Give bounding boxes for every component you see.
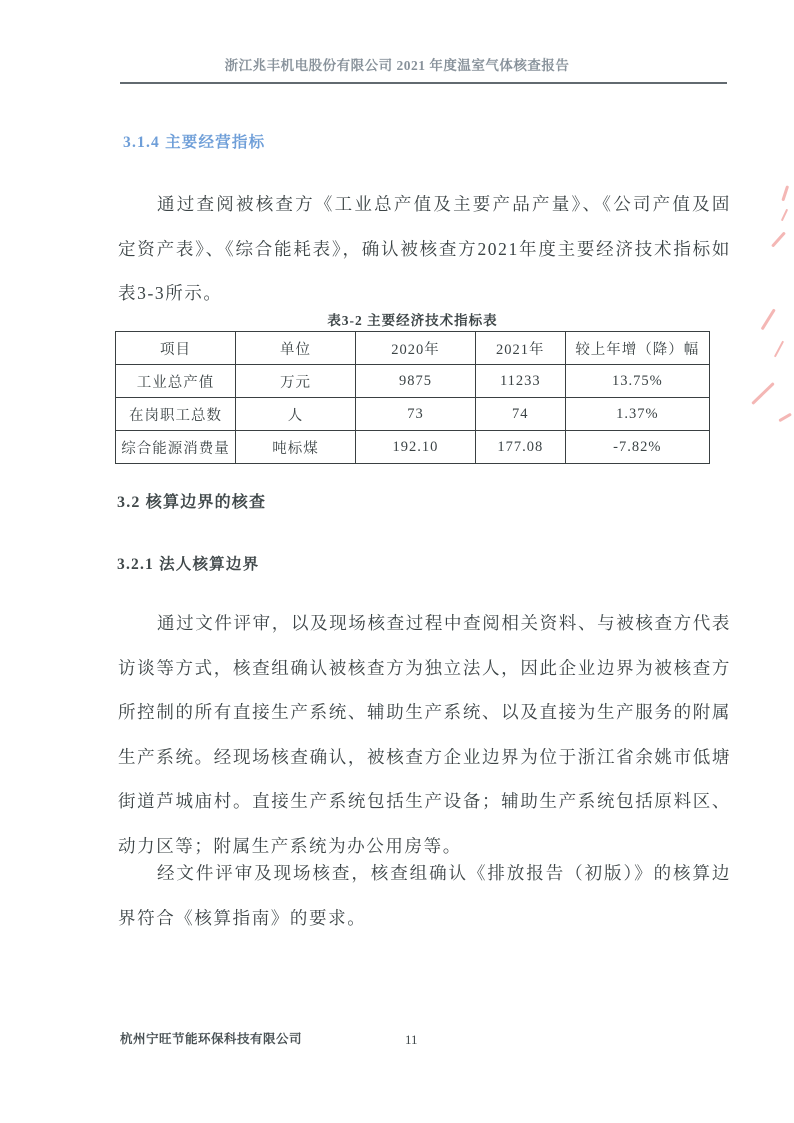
red-stamp-mark-icon bbox=[778, 413, 791, 422]
red-stamp-mark-icon bbox=[751, 382, 775, 405]
red-stamp-mark-icon bbox=[781, 209, 788, 222]
section-heading-3-2-1: 3.2.1 法人核算边界 bbox=[117, 556, 260, 573]
table-header-cell: 2021年 bbox=[475, 332, 565, 365]
table-row bbox=[116, 365, 710, 398]
paragraph-economic-indicators: 通过查阅被核查方《工业总产值及主要产品产量》、《公司产值及固定资产表》、《综合能耗表》，确认被核查方2021年度主要经济技术指标如表3-3所示。 bbox=[118, 194, 731, 303]
table-header-cell: 较上年增（降）幅 bbox=[565, 332, 709, 365]
table-header-row bbox=[116, 332, 710, 365]
table-cell: -7.82% bbox=[565, 431, 709, 464]
table-header-cell: 项目 bbox=[116, 332, 236, 365]
table-cell: 在岗职工总数 bbox=[116, 398, 236, 431]
table-cell: 11233 bbox=[475, 365, 565, 398]
table-cell: 工业总产值 bbox=[116, 365, 236, 398]
table-cell: 177.08 bbox=[475, 431, 565, 464]
table-caption: 表3-2 主要经济技术指标表 bbox=[327, 313, 498, 328]
table-cell: 吨标煤 bbox=[235, 431, 355, 464]
table-cell: 万元 bbox=[235, 365, 355, 398]
red-stamp-mark-icon bbox=[771, 231, 786, 247]
section-heading-3-2: 3.2 核算边界的核查 bbox=[117, 494, 267, 511]
red-stamp-mark-icon bbox=[774, 341, 784, 358]
table-cell: 13.75% bbox=[565, 365, 709, 398]
table-cell: 192.10 bbox=[355, 431, 475, 464]
section-heading-3-1-4: 3.1.4 主要经营指标 bbox=[123, 134, 266, 151]
table-cell: 人 bbox=[235, 398, 355, 431]
table-cell: 73 bbox=[355, 398, 475, 431]
page-header-title: 浙江兆丰机电股份有限公司 2021 年度温室气体核查报告 bbox=[224, 58, 570, 73]
page-number: 11 bbox=[405, 1032, 418, 1047]
table-header-cell: 单位 bbox=[235, 332, 355, 365]
red-stamp-mark-icon bbox=[781, 185, 788, 201]
paragraph-boundary-conclusion: 经文件评审及现场核查，核查组确认《排放报告（初版）》的核算边界符合《核算指南》的要求。 bbox=[118, 863, 731, 928]
header-divider bbox=[120, 82, 727, 84]
paragraph-legal-boundary: 通过文件评审，以及现场核查过程中查阅相关资料、与被核查方代表访谈等方式，核查组确认被核查方为独立法人，因此企业边界为被核查方所控制的所有直接生产系统、辅助生产系统、以及直接为生产服务的附属生产系统。经现场核查确认，被核查方企业边界为位于浙江省余姚市低塘街道芦城庙村。直接生产系统包括生产设备；辅助生产系统包括原料区、动力区等；附属生产系统为办公用房等。 bbox=[118, 613, 731, 856]
table-row bbox=[116, 398, 710, 431]
table-cell: 9875 bbox=[355, 365, 475, 398]
economic-indicators-table bbox=[115, 331, 710, 464]
red-stamp-mark-icon bbox=[761, 308, 776, 330]
table-header-cell: 2020年 bbox=[355, 332, 475, 365]
table-cell: 综合能源消费量 bbox=[116, 431, 236, 464]
footer-company-name: 杭州宁旺节能环保科技有限公司 bbox=[120, 1032, 303, 1046]
table-row bbox=[116, 431, 710, 464]
table-cell: 1.37% bbox=[565, 398, 709, 431]
table-cell: 74 bbox=[475, 398, 565, 431]
